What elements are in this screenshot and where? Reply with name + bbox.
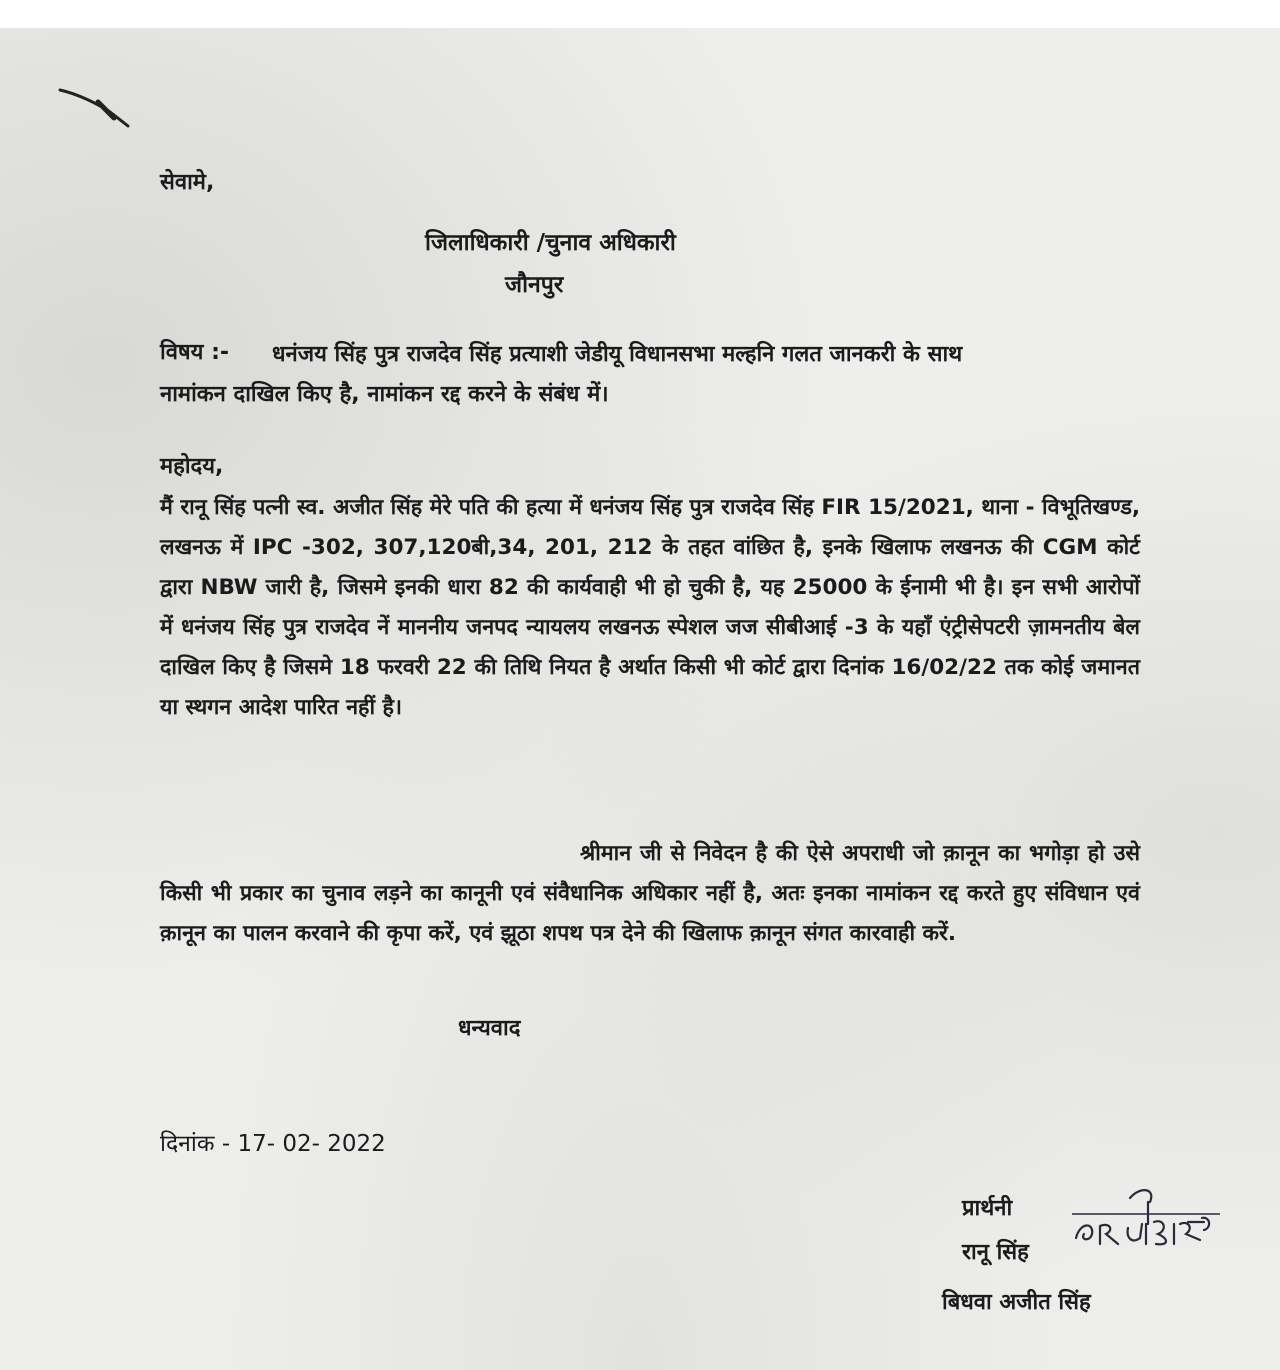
date-line: दिनांक - 17- 02- 2022 [160,1131,386,1157]
petitioner-label: प्रार्थनी [962,1196,1013,1221]
letter-paper [0,28,1280,1370]
subject-label: विषय :- [160,340,229,365]
subject-line-2: नामांकन दाखिल किए है, नामांकन रद्द करने के संबंध में। [160,382,609,407]
addressee-place: जौनपुर [505,272,564,298]
request-paragraph: श्रीमान जी से निवेदन है की ऐसे अपराधी जो क़ानून का भगोड़ा हो उसे किसी भी प्रकार का चुनाव लड़ने का कानूनी एवं संवैधानिक अधिकार नहीं है, अतः इनका नामांकन रद्द करते हुए संविधान एवं क़ानून का पालन करवाने की कृपा करें, एवं झूठा शपथ पत्र देने की खिलाफ क़ानून संगत कारवाही करें. [160,841,1140,946]
pen-stroke-mark [58,84,138,130]
handwritten-signature [1070,1178,1230,1258]
petitioner-name: रानू सिंह [962,1240,1029,1265]
thanks-line: धन्यवाद [458,1016,521,1041]
body-paragraph: मैं रानू सिंह पत्नी स्व. अजीत सिंह मेरे पति की हत्या में धनंजय सिंह पुत्र राजदेव सिंह FIR 15/2021, थाना - विभूतिखण्ड, लखनऊ में IPC -302, 307,120बी,34, 201, 212 के तहत वांछित है, इनके खिलाफ लखनऊ की CGM कोर्ट द्वारा NBW जारी है, जिसमे इनकी धारा 82 की कार्यवाही भी हो चुकी है, यह 25000 के ईनामी भी है। इन सभी आरोपों में धनंजय सिंह पुत्र राजदेव नें माननीय जनपद न्यायलय लखनऊ स्पेशल जज सीबीआई -3 के यहाँ एंट्रीसेपटरी ज़ामनतीय बेल दाखिल किए है जिसमे 18 फरवरी 22 की तिथि नियत है अर्थात किसी भी कोर्ट द्वारा दिनांक 16/02/22 तक कोई जमानत या स्थगन आदेश पारित नहीं है। [160,495,1140,720]
petitioner-relation: बिधवा अजीत सिंह [942,1290,1091,1315]
subject-line-1: धनंजय सिंह पुत्र राजदेव सिंह प्रत्याशी जेडीयू विधानसभा मल्हनि गलत जानकरी के साथ [272,342,963,367]
salutation-to: सेवामे, [160,170,215,195]
greeting: महोदय, [160,454,224,479]
addressee-title: जिलाधिकारी /चुनाव अधिकारी [425,230,676,256]
